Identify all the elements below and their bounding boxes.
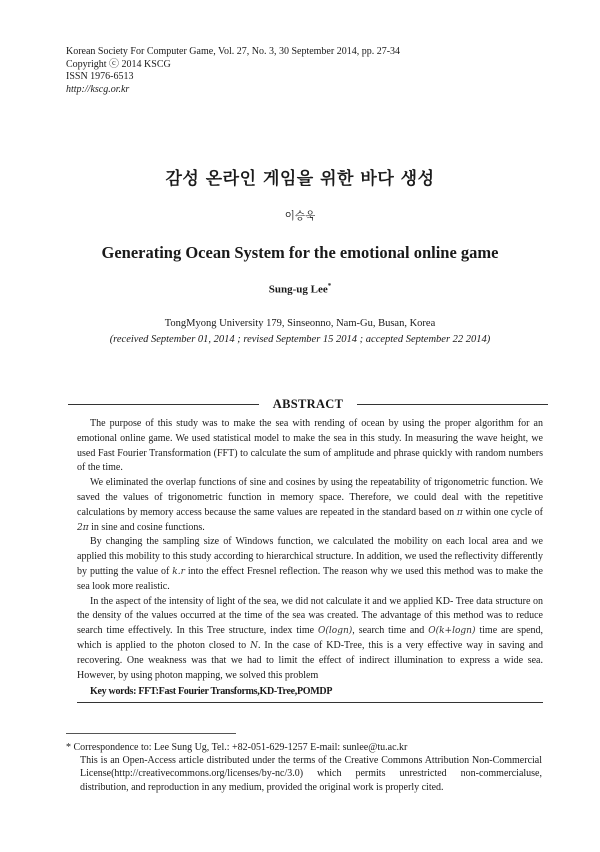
p2-text-a: We eliminated the overlap functions of sine and cosines by using the repeatability of trigonometric function. We saved the values of trigonometric function in memory space. Therefore, we could deal with the repetitive calculations by memory access because the same values are repeated in the standard based on xyxy=(77,477,543,518)
english-author xyxy=(0,282,600,296)
author-name: Sung-ug Lee xyxy=(268,283,328,296)
p4-text-b: , search time and xyxy=(352,625,429,637)
abstract-paragraph-4 xyxy=(77,595,543,684)
korean-author: 이승욱 xyxy=(284,210,316,222)
english-title: Generating Ocean System for the emotional online game xyxy=(101,243,499,262)
abstract-body xyxy=(77,417,543,683)
p4-text-d: . In the case of KD-Tree, this is a very effective way in saving and recovering. One weakness was that we had to limit the effect of indirect illumination to express a wide sea. However, by using photon mapping, we solved this problem xyxy=(77,639,544,681)
abstract-rule-left xyxy=(68,404,259,405)
p2-text-b: within one cycle of xyxy=(462,506,543,518)
search-time-formula: O(k+logn) xyxy=(428,626,476,637)
abstract-paragraph-3 xyxy=(77,535,543,594)
p3-text-a: By changing the sampling size of Windows function, we calculated the mobility on each local area and we applied this mobility to this study according to hierarchical structure. In addition, we used the reflectivity differently by putting the value of xyxy=(77,536,543,577)
keywords-rule xyxy=(77,702,543,703)
submission-dates: (received September 01, 2014 ; revised September 15 2014 ; accepted September 22 2014) xyxy=(109,334,491,345)
p4-text-a: In the aspect of the intensity of light of the sea, we did not calculate it and we applied KD- Tree data structure on the density of the values occurred at the time of the sea was created. The advantage of this method was to reduce search time effectively. In this Tree structure, index time xyxy=(77,595,543,637)
abstract-heading-row xyxy=(68,396,548,412)
license-text: This is an Open-Access article distributed under the terms of the Creative Commons Attribution Non-Commercial License(http://creativecommons.org/licenses/by-nc/3.0) which permits unrestricted non-commercialuse, distribution, and reproduction in any medium, provided the original work is properly cited. xyxy=(80,755,542,793)
copyright-line: Copyright ⓒ 2014 KSCG xyxy=(66,58,171,70)
keywords: Key words: FFT:Fast Fourier Transforms,KD-Tree,POMDP xyxy=(90,686,333,697)
p4-text-c: time are spend, which is applied to the photon closed to xyxy=(77,625,544,651)
footnote xyxy=(66,741,542,794)
pi-symbol: π xyxy=(456,507,463,518)
affiliation: TongMyong University 179, Sinseonno, Nam-Gu, Busan, Korea xyxy=(164,318,436,329)
correspondence-line: * Correspondence to: Lee Sung Ug, Tel.: +82-051-629-1257 E-mail: sunlee@tu.ac.kr xyxy=(66,742,408,753)
p2-text-c: in sine and cosine functions. xyxy=(88,521,205,533)
kr-symbol: k.r xyxy=(172,566,185,577)
abstract-rule-right xyxy=(357,404,548,405)
abstract-paragraph-1: The purpose of this study was to make the sea with rending of ocean by using the proper algorithm for an emotional online game. We used statistical model to make the sea in this study. In measuring the wave height, we used Fast Fourier Transformation (FFT) to calculate the sum of amplitude and phrase quickly with random numbers of the time. xyxy=(77,418,543,474)
abstract-paragraph-2 xyxy=(77,476,543,535)
footnote-rule xyxy=(66,733,236,734)
journal-citation: Korean Society For Computer Game, Vol. 27, No. 3, 30 September 2014, pp. 27-34 xyxy=(66,46,401,57)
n-symbol: N xyxy=(250,640,258,651)
journal-header xyxy=(66,46,526,96)
p3-text-b: into the effect Fresnel reflection. The reason why we used this method was to make the sea look more realistic. xyxy=(77,565,543,592)
correspondence-mark: * xyxy=(327,282,332,290)
issn-line: ISSN 1976-6513 xyxy=(66,71,134,82)
journal-url[interactable]: http://kscg.or.kr xyxy=(66,83,130,95)
korean-title: 감성 온라인 게임을 위한 바다 생성 xyxy=(165,169,435,189)
abstract-heading: ABSTRACT xyxy=(272,396,344,411)
two-pi-symbol: 2π xyxy=(77,522,89,533)
index-time-formula: O(logn) xyxy=(318,626,353,637)
